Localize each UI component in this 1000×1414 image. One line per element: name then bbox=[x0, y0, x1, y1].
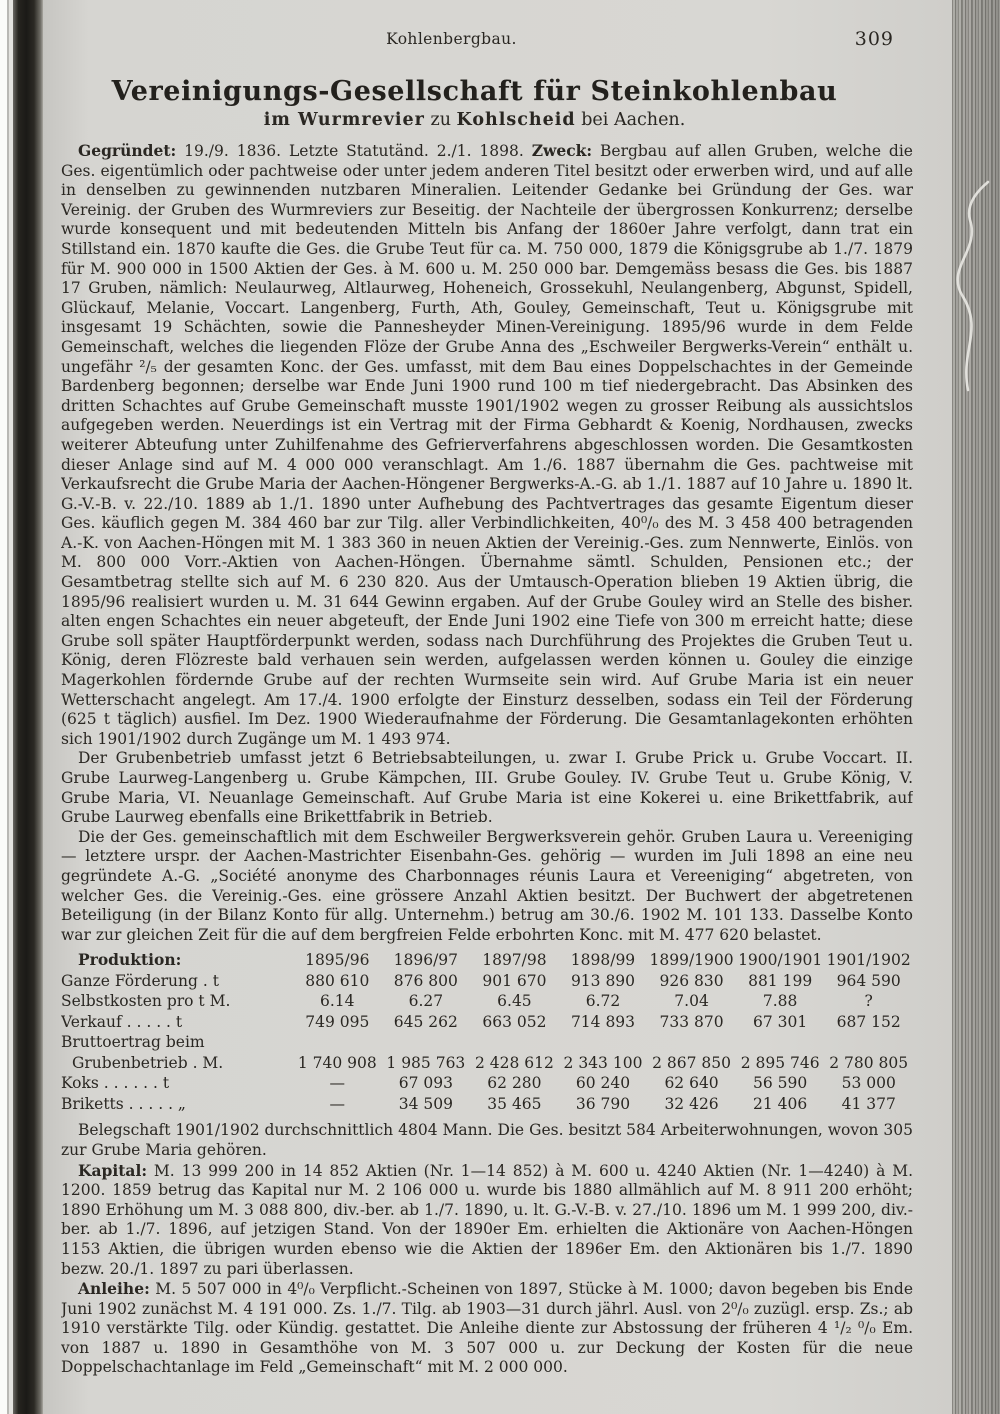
production-cell: 67 301 bbox=[753, 1012, 808, 1031]
subtitle-plain-aachen: bei Aachen. bbox=[575, 110, 686, 130]
production-cell: 714 893 bbox=[570, 1012, 636, 1031]
production-year-header: 1900/1901 bbox=[738, 951, 823, 970]
subtitle-bold-revier: im Wurmrevier bbox=[263, 110, 425, 130]
production-cell: 36 790 bbox=[575, 1094, 631, 1113]
laura-text: Die der Ges. gemeinschaftlich mit dem Eschweiler Bergwerksverein gehör. Gruben Laura u. Vereeniging — letztere urspr. der Aachen-Mastrichter Eisenbahn-Ges. gehörig — wurden im Juli 1898 an eine neu gegründete A.-G. „Société anonyme des Charbonnages réunis Laura et Vereeniging“ abgetreten, von welcher Ges. die Vereinig.-Ges. eine grössere Anzahl Aktien besitzt. Der Buchwert der abgetretenen Beteiligung (in der Bilanz Konto für allg. Unternehm.) betrug am 30./6. 1902 M. 101 133. Dasselbe Konto war zur gleichen Zeit für die auf dem bergfreien Felde erbohrten Konc. mit M. 477 620 belastet. bbox=[61, 827, 913, 944]
production-table-row bbox=[61, 1032, 913, 1053]
production-cell bbox=[647, 1032, 736, 1053]
kapital-text: M. 13 999 200 in 14 852 Aktien (Nr. 1—14 852) à M. 600 u. 4240 Aktien (Nr. 1—4240) à M. 1200. 1859 betrug das Kapital nur M. 2 106 000 u. wurde bis 1880 allmählich auf M. 8 911 200 erhöht; 1890 Erhöhung um M. 3 088 800, div.-ber. ab 1./7. 1890, u. lt. G.-V.-B. v. 27./10. 1896 um M. 1 999 200, div.-ber. ab 1./7. 1896, auf jetzigen Stand. Von der 1890er Em. erhielten die Aktionäre von Aachen-Höngen 1153 Aktien, die übrigen wurden ebenso wie die Aktien der 1896er Em. den Aktionären bis 1./7. 1890 bezw. 20./1. 1897 zu pari überlassen. bbox=[61, 1161, 913, 1278]
body-text bbox=[61, 141, 913, 1408]
left-page-edge bbox=[0, 0, 13, 1414]
production-cell: 2 428 612 bbox=[474, 1053, 554, 1072]
production-cell: 41 377 bbox=[841, 1094, 896, 1113]
production-year-header: 1899/1900 bbox=[649, 951, 734, 970]
production-cell: 2 867 850 bbox=[652, 1053, 731, 1072]
production-table-header bbox=[61, 950, 913, 971]
title-block bbox=[43, 76, 906, 130]
betrieb-text: Der Grubenbetrieb umfasst jetzt 6 Betriebsabteilungen, u. zwar I. Grube Prick u. Grube Voccart. II. Grube Laurweg-Langenberg u. Grube Kämpchen, III. Grube Gouley. IV. Grube Teut u. Grube König, V. Grube Maria, VI. Neuanlage Gemeinschaft. Auf Grube Maria ist eine Kokerei u. eine Brikettfabrik, auf Grube Laurweg ebenfalls eine Brikettfabrik in Betrieb. bbox=[61, 749, 913, 827]
production-cell: 2 343 100 bbox=[563, 1053, 643, 1072]
production-cell: 60 240 bbox=[575, 1074, 631, 1093]
subtitle-plain-zu: zu bbox=[424, 110, 457, 130]
production-year-header: 1901/1902 bbox=[826, 951, 911, 970]
thread-fiber bbox=[940, 180, 1000, 400]
production-cell bbox=[382, 1032, 471, 1053]
production-cell: 34 509 bbox=[398, 1094, 453, 1113]
doc-title: Vereinigungs-Gesellschaft für Steinkohlenbau bbox=[111, 76, 838, 107]
production-table bbox=[61, 950, 913, 1114]
production-row-label: Bruttoertrag beim bbox=[61, 1033, 205, 1052]
production-cell: ? bbox=[864, 992, 873, 1011]
paper bbox=[43, 0, 952, 1414]
anleihe-text: M. 5 507 000 in 4⁰/₀ Verpflicht.-Scheinen von 1897, Stücke à M. 1000; davon begeben bis Ende Juni 1902 zunächst M. 4 191 000. Zs. 1./7. Tilg. ab 1903—31 durch jährl. Ausl. von 2⁰/₀ zuzügl. ersp. Zs.; ab 1910 verstärkte Tilg. oder Kündig. gestattet. Die Anleihe diente zur Abstossung der früheren 4 ¹/₂ ⁰/₀ Em. von 1887 u. 1890 in Gesamthöhe von M. 3 507 000 u. zur Deckung der Kosten für die neue Doppelschachtanlage im Feld „Gemeinschaft“ mit M. 2 000 000. bbox=[61, 1280, 913, 1377]
production-cell: 62 280 bbox=[487, 1074, 542, 1093]
production-cell: 901 670 bbox=[482, 971, 547, 990]
founded-text: 19./9. 1836. Letzte Statutänd. 2./1. 1898. bbox=[176, 142, 532, 160]
production-cell: — bbox=[329, 1074, 346, 1093]
production-table-row bbox=[61, 1073, 913, 1094]
paragraph-founded bbox=[61, 141, 913, 749]
paragraph-belegschaft bbox=[61, 1121, 913, 1160]
subtitle-bold-kohlscheid: Kohlscheid bbox=[456, 110, 576, 130]
paragraph-betrieb bbox=[61, 749, 913, 827]
production-cell bbox=[559, 1032, 648, 1053]
production-cell: 663 052 bbox=[482, 1012, 547, 1031]
production-cell bbox=[293, 1032, 382, 1053]
doc-subtitle bbox=[43, 110, 906, 130]
production-cell: — bbox=[329, 1094, 346, 1113]
production-cell: 6.14 bbox=[320, 992, 355, 1011]
production-cell: 67 093 bbox=[398, 1074, 453, 1093]
zweck-label: Zweck: bbox=[531, 141, 593, 160]
production-cell: 749 095 bbox=[305, 1012, 370, 1031]
production-cell: 53 000 bbox=[841, 1074, 896, 1093]
production-cell: 880 610 bbox=[305, 971, 370, 990]
running-header bbox=[61, 30, 912, 54]
production-year-header: 1897/98 bbox=[482, 951, 547, 970]
production-cell: 687 152 bbox=[836, 1012, 901, 1031]
founded-label: Gegründet: bbox=[78, 141, 177, 160]
production-cell: 2 780 805 bbox=[829, 1053, 909, 1072]
production-row-label: Briketts . . . . . „ bbox=[61, 1094, 186, 1113]
production-cell: 35 465 bbox=[487, 1094, 542, 1113]
production-table-row bbox=[61, 971, 913, 992]
page-number: 309 bbox=[854, 28, 894, 50]
production-row-label: Ganze Förderung . t bbox=[61, 971, 219, 990]
production-cell: 926 830 bbox=[659, 971, 724, 990]
production-cell: 645 262 bbox=[393, 1012, 458, 1031]
production-cell: 21 406 bbox=[753, 1094, 808, 1113]
production-cell: 964 590 bbox=[836, 971, 901, 990]
paragraph-laura bbox=[61, 828, 913, 946]
paragraph-kapital bbox=[61, 1161, 913, 1280]
production-cell: 876 800 bbox=[393, 971, 458, 990]
anleihe-label: Anleihe: bbox=[78, 1279, 150, 1299]
kapital-label: Kapital: bbox=[78, 1160, 148, 1180]
production-cell: 56 590 bbox=[753, 1074, 808, 1093]
production-table-row bbox=[61, 991, 913, 1012]
running-header-title: Kohlenbergbau. bbox=[386, 30, 517, 48]
binding-gutter-shadow bbox=[13, 0, 43, 1414]
production-table-row bbox=[61, 1094, 913, 1115]
production-cell bbox=[824, 1032, 913, 1053]
paragraph-anleihe bbox=[61, 1279, 913, 1378]
belegschaft-text: Belegschaft 1901/1902 durchschnittlich 4804 Mann. Die Ges. besitzt 584 Arbeiterwohnungen, wovon 305 zur Grube Maria gehören. bbox=[61, 1121, 913, 1159]
production-cell: 1 740 908 bbox=[297, 1053, 377, 1072]
production-cell: 881 199 bbox=[748, 971, 813, 990]
production-row-label: Verkauf . . . . . t bbox=[61, 1012, 183, 1031]
production-table-title: Produktion: bbox=[78, 950, 182, 970]
production-cell: 913 890 bbox=[570, 971, 636, 990]
zweck-text: Bergbau auf allen Gruben, welche die Ges. eigentümlich oder pachtweise oder unter jedem anderen Titel besitzt oder erwerben wird, und auf alle in denselben zu gewinnenden nutzbaren Mineralien. Leitender Gedanke bei Gründung der Ges. war Vereinig. der Gruben des Wurmreviers zur Beseitig. der Nachteile der übergrossen Konkurrenz; derselbe wurde konsequent und mit bedeutenden Mitteln bis Anfang der 1860er Jahre verfolgt, dann trat ein Stillstand ein. 1870 kaufte die Ges. die Grube Teut für ca. M. 750 000, 1879 die Königsgrube ab 1./7. 1879 für M. 900 000 in 1500 Aktien der Ges. à M. 600 u. M. 250 000 bar. Demgemäss besass die Ges. bis 1887 17 Gruben, nämlich: Neulaurweg, Altlaurweg, Hoheneich, Grossekuhl, Neulangenberg, Abgunst, Spidell, Glückauf, Melanie, Voccart. Langenberg, Furth, Ath, Gouley, Gemeinschaft, Teut u. Königsgrube mit insgesamt 19 Schächten, sowie die Pannesheyder Minen-Vereinigung. 1895/96 wurde in dem Felde Gemeinschaft, welches die liegenden Flöze der Grube Anna des „Eschweiler Bergwerks-Verein“ enthält u. ungefähr ²/₅ der gesamten Konc. der Ges. umfasst, mit dem Bau eines Doppelschachtes in der Gemeinde Bardenberg begonnen; derselbe war Ende Juni 1900 rund 100 m tief niedergebracht. Das Absinken des dritten Schachtes auf Grube Gemeinschaft musste 1901/1902 wegen zu grosser Reibung als aussichtslos aufgegeben werden. Neuerdings ist ein Vertrag mit der Firma Gebhardt & Koenig, Nordhausen, zwecks weiterer Abteufung unter Zuhilfenahme des Gefrierverfahrens abgeschlossen worden. Die Gesamtkosten dieser Anlage sind auf M. 4 000 000 veranschlagt. Am 1./6. 1887 übernahm die Ges. pachtweise mit Verkaufsrecht die Grube Maria der Aachen-Höngener Bergwerks-A.-G. ab 1./1. 1887 auf 10 Jahre u. 1890 lt. G.-V.-B. v. 22./10. 1889 ab 1./1. 1890 unter Aufhebung des Pachtvertrages das gesamte Eigentum dieser Ges. käuflich gegen M. 384 460 bar zur Tilg. aller Verbindlichkeiten, 40⁰/₀ des M. 3 458 400 betragenden A.-K. von Aachen-Höngen mit M. 1 383 360 in neuen Aktien der Vereinig.-Ges. zum Nennwerte, Einlös. von M. 800 000 Vorr.-Aktien von Aachen-Höngen. Übernahme sämtl. Schulden, Pensionen etc.; der Gesamtbetrag stellte sich auf M. 6 230 820. Aus der Umtausch-Operation blieben 19 Aktien übrig, die 1895/96 realisiert wurden u. M. 31 644 Gewinn ergaben. Auf der Grube Gouley wird an Stelle des bisher. alten engen Schachtes ein neuer abgeteuft, der Ende Juni 1902 eine Tiefe von 300 m erreicht hatte; diese Grube soll später Hauptförderpunkt werden, sodass nach Durchführung des Projektes die Gruben Teut u. König, deren Flözreste bald verhauen sein werden, aufgelassen werden können u. Gouley die einzige Magerkohlen fördernde Grube auf der rechten Wurmseite sein wird. Auf Grube Maria ist ein neuer Wetterschacht angelegt. Am 17./4. 1900 erfolgte der Einsturz desselben, sodass ein Teil der Förderung (625 t täglich) ausfiel. Im Dez. 1900 Wiederaufnahme der Förderung. Die Gesamtanlagekonten erhöhten sich 1901/1902 durch Zugänge um M. 1 493 974. bbox=[61, 142, 913, 748]
production-year-header: 1895/96 bbox=[305, 951, 370, 970]
production-cell: 6.72 bbox=[585, 992, 621, 1011]
production-cell: 7.88 bbox=[762, 992, 798, 1011]
production-cell bbox=[470, 1032, 559, 1053]
production-cell: 32 426 bbox=[664, 1094, 719, 1113]
production-cell bbox=[736, 1032, 825, 1053]
production-row-label: Koks . . . . . . t bbox=[61, 1074, 170, 1093]
production-cell: 6.27 bbox=[408, 992, 444, 1011]
production-cell: 1 985 763 bbox=[386, 1053, 466, 1072]
production-year-header: 1898/99 bbox=[570, 951, 636, 970]
production-cell: 6.45 bbox=[497, 992, 532, 1011]
production-table-row bbox=[61, 1012, 913, 1033]
production-year-header: 1896/97 bbox=[393, 951, 459, 970]
production-table-row bbox=[61, 1053, 913, 1074]
production-row-label: Selbstkosten pro t M. bbox=[61, 992, 231, 1011]
production-cell: 7.04 bbox=[674, 992, 709, 1011]
production-cell: 733 870 bbox=[659, 1012, 724, 1031]
production-cell: 62 640 bbox=[664, 1074, 719, 1093]
production-cell: 2 895 746 bbox=[740, 1053, 820, 1072]
production-row-label: Grubenbetrieb . M. bbox=[72, 1053, 224, 1072]
